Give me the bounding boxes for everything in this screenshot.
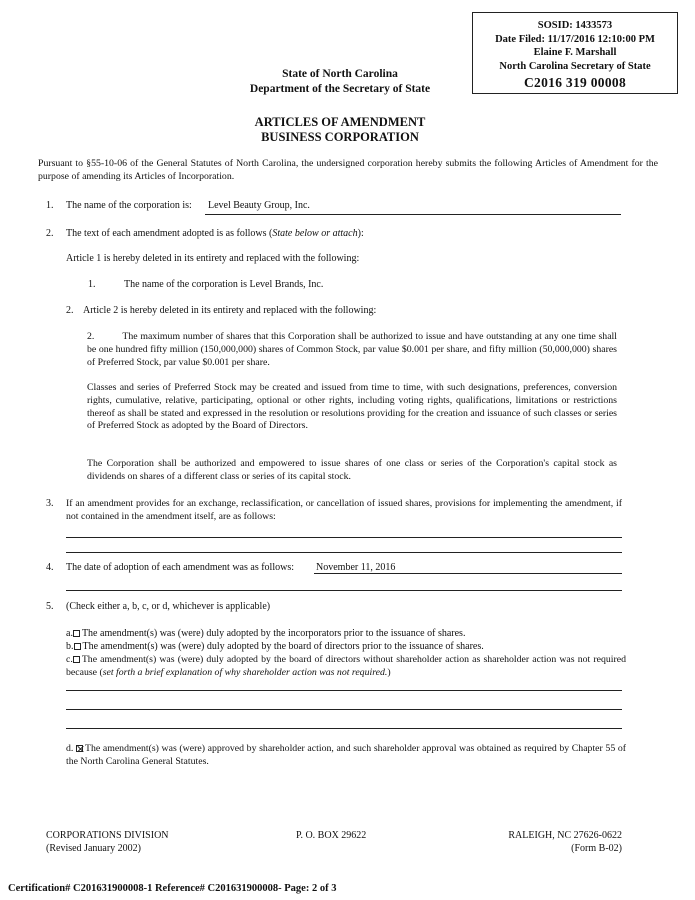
footer-division: CORPORATIONS DIVISION <box>46 830 169 841</box>
adoption-date-value: November 11, 2016 <box>316 562 396 573</box>
item2-label-end: ): <box>357 228 364 239</box>
option-c-prefix: c. <box>66 654 73 665</box>
article1-text: The name of the corporation is Level Brands, Inc. <box>124 279 324 290</box>
item1-label: The name of the corporation is: <box>66 200 192 211</box>
footer-form: (Form B-02) <box>571 843 622 854</box>
option-a <box>66 628 465 641</box>
option-a-prefix: a. <box>66 628 73 639</box>
item5-line-3 <box>66 728 622 729</box>
item3-line-1 <box>66 537 622 538</box>
adoption-date-line <box>314 573 622 574</box>
stamp-sosid: SOSID: 1433573 <box>537 20 613 31</box>
article1-number: 1. <box>88 279 96 290</box>
corporation-name-line <box>205 214 621 215</box>
option-b <box>66 641 484 654</box>
option-d <box>66 743 626 769</box>
stamp-office: North Carolina Secretary of State <box>499 60 651 72</box>
option-c-end: ) <box>387 666 391 678</box>
option-c-text: The amendment(s) was (were) duly adopted by the board of directors without shareholder action as shareholder action was not required because ( <box>66 654 626 678</box>
stamp-official: Elaine F. Marshall <box>533 47 617 58</box>
item2-label-text: The text of each amendment adopted is as follows ( <box>66 228 273 239</box>
option-c-checkbox[interactable] <box>73 656 80 663</box>
article2-shares-paragraph <box>87 331 617 369</box>
footer-pobox: P. O. BOX 29622 <box>296 830 367 841</box>
item1-number: 1. <box>46 200 54 211</box>
option-a-text: The amendment(s) was (were) duly adopted by the incorporators prior to the issuance of shares. <box>81 628 466 639</box>
item4-line-2 <box>66 590 622 591</box>
article1-intro: Article 1 is hereby deleted in its entirety and replaced with the following: <box>66 253 360 264</box>
footer-division-block <box>46 829 169 855</box>
item3-text: If an amendment provides for an exchange, reclassification, or cancellation of issued shares, provisions for implementing the amendment, if not contained in the amendment itself, are as follows: <box>66 498 622 522</box>
article2-number: 2. <box>66 305 74 316</box>
option-b-text: The amendment(s) was (were) duly adopted by the board of directors prior to the issuance of shares. <box>82 641 484 652</box>
option-d-text: The amendment(s) was (were) approved by shareholder action, and such shareholder approval was obtained as required by Chapter 55 of the North Carolina General Statutes. <box>66 743 627 767</box>
footer-revised: (Revised January 2002) <box>46 843 141 854</box>
item2-number: 2. <box>46 228 54 239</box>
item2-label-italic: State below or attach <box>272 228 358 239</box>
footer-address-block <box>490 829 622 855</box>
option-c-italic: set forth a brief explanation of why shareholder action was not required. <box>102 666 388 678</box>
item5-line-2 <box>66 709 622 710</box>
article2-sub-number: 2. <box>87 331 95 342</box>
certification-line: Certification# C201631900008-1 Reference# C201631900008- Page: 2 of 3 <box>8 883 337 894</box>
intro-paragraph: Pursuant to §55-10-06 of the General Statutes of North Carolina, the undersigned corporation hereby submits the following Articles of Amendment for the purpose of amending its Articles of Incorporation. <box>38 158 658 182</box>
option-c <box>66 654 626 680</box>
option-b-checkbox[interactable] <box>74 643 81 650</box>
option-b-prefix: b. <box>66 641 74 652</box>
header-department: Department of the Secretary of State <box>249 83 431 95</box>
corporation-name-value: Level Beauty Group, Inc. <box>208 200 310 211</box>
article2-intro: Article 2 is hereby deleted in its entirety and replaced with the following: <box>83 305 377 316</box>
item3-number: 3. <box>46 498 54 509</box>
header-state: State of North Carolina <box>282 68 398 80</box>
item3-line-2 <box>66 552 622 553</box>
preferred-stock-paragraph: Classes and series of Preferred Stock may be created and issued from time to time, with such designations, preferences, conversion rights, cumulative, relative, participating, optional or other rights, including voting rights, qualifications, limitations or restrictions thereof as shall be stated and expressed in the resolution or resolutions providing for the creation and issuance of such classes or series of Preferred Stock as adopted by the Board of Directors. <box>87 382 617 432</box>
option-d-checkbox[interactable] <box>76 745 83 752</box>
item4-label: The date of adoption of each amendment was as follows: <box>66 562 294 573</box>
item5-line-1 <box>66 690 622 691</box>
document-subtitle: BUSINESS CORPORATION <box>261 130 419 144</box>
footer-city: RALEIGH, NC 27626-0622 <box>508 830 622 841</box>
document-title: ARTICLES OF AMENDMENT <box>254 115 426 129</box>
item4-number: 4. <box>46 562 54 573</box>
option-d-prefix: d. <box>66 743 74 754</box>
item2-label <box>66 228 364 241</box>
stamp-date-filed: Date Filed: 11/17/2016 12:10:00 PM <box>495 33 655 45</box>
option-a-checkbox[interactable] <box>73 630 80 637</box>
item5-label: (Check either a, b, c, or d, whichever is applicable) <box>66 601 271 612</box>
item5-number: 5. <box>46 601 54 612</box>
stamp-number: C2016 319 00008 <box>524 75 626 90</box>
article2-shares-text: The maximum number of shares that this Corporation shall be authorized to issue and have outstanding at any one time shall be one hundred fifty million (150,000,000) shares of Common Stock, par value $0.001 per share, and fifty million (50,000,000) shares of Preferred Stock, par value $0.001 per share. <box>87 331 617 368</box>
filing-stamp <box>472 12 678 94</box>
dividend-paragraph: The Corporation shall be authorized and empowered to issue shares of one class or series of the Corporation's capital stock as dividends on shares of a different class or series of its capital stock. <box>87 458 617 482</box>
